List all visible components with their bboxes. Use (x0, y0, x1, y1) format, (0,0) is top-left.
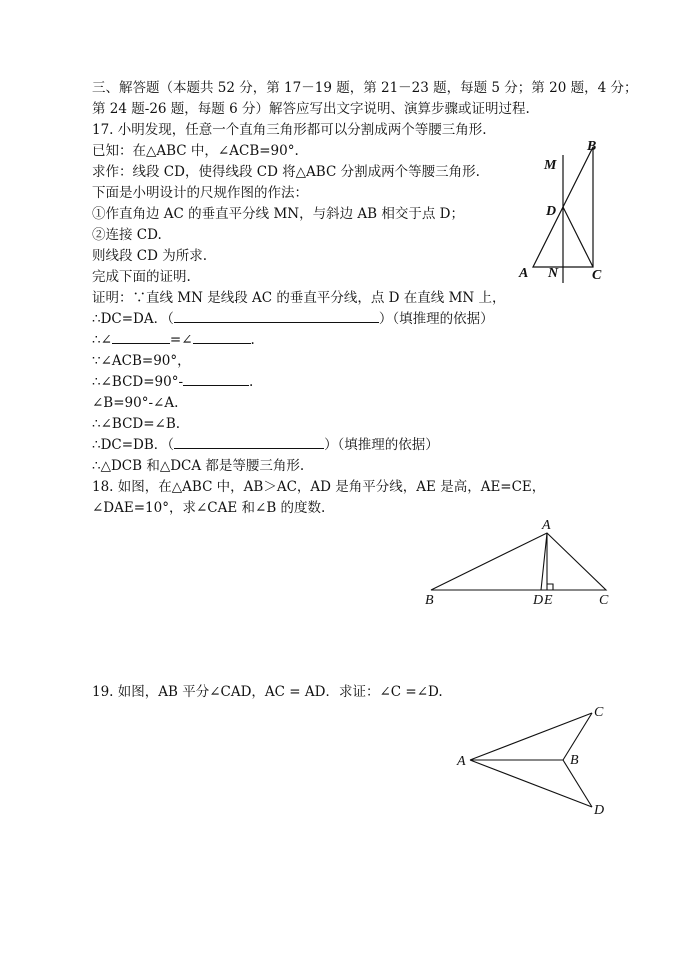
q17-proof-line-8 (92, 436, 439, 454)
q19-label-c: C (594, 705, 604, 720)
q17-label-a: A (519, 266, 529, 281)
q17-method: 下面是小明设计的尺规作图的作法： (92, 185, 308, 201)
q17-proof-line-6: ∠B=90°-∠A. (92, 395, 179, 411)
section-header-line-2: 第 24 题-26 题，每题 6 分）解答应写出文字说明、演算步骤或证明过程. (92, 101, 530, 117)
q17-proof-3-end: . (250, 332, 255, 348)
q18-line-2: ∠DAE=10°，求∠CAE 和∠B 的度数. (92, 500, 326, 516)
q18-triangle-figure (420, 515, 620, 610)
q19-label-b: B (570, 753, 579, 768)
q17-triangle-figure (510, 135, 620, 285)
q17-proof-line-5 (92, 373, 253, 391)
q17-label-c: C (592, 268, 602, 283)
q17-label-b: B (587, 139, 597, 154)
q18-label-c: C (599, 593, 609, 608)
q17-proof-line-7: ∴∠BCD=∠B. (92, 416, 181, 432)
section-header-line-1: 三、解答题（本题共 52 分，第 17－19 题，第 21－23 题，每题 5 分；第 20 题，4 分； (92, 80, 638, 96)
q18-line-1: 18. 如图，在△ABC 中，AB＞AC，AD 是角平分线，AE 是高，AE=CE， (92, 479, 546, 495)
q17-proof-line-3 (92, 331, 255, 349)
q17-proof-line-2 (92, 310, 494, 328)
q19-label-a: A (457, 754, 466, 769)
q18-label-b: B (425, 593, 434, 608)
q17-answer-blank-5[interactable] (174, 436, 324, 449)
q17-given: 已知：在△ABC 中，∠ACB=90°. (92, 143, 299, 159)
q17-answer-blank-4[interactable] (183, 373, 249, 386)
q17-result: 则线段 CD 为所求. (92, 248, 208, 264)
q17-proof-5-end: . (249, 374, 254, 390)
q18-label-e: E (544, 593, 553, 608)
q17-label-d: D (546, 204, 557, 219)
q19-label-d: D (594, 803, 605, 818)
q17-proof-line-4: ∵∠ACB=90°， (92, 353, 191, 369)
q18-label-a: A (542, 518, 551, 533)
q17-task: 求作：线段 CD，使得线段 CD 将△ABC 分割成两个等腰三角形. (92, 164, 480, 180)
q17-intro: 17. 小明发现，任意一个直角三角形都可以分割成两个等腰三角形. (92, 122, 487, 138)
q19-kite-figure (450, 700, 620, 820)
q17-proof-3-mid: =∠ (169, 332, 193, 348)
q17-proof-2-tail: ）（填推理的依据） (378, 311, 494, 327)
q17-answer-blank-1[interactable] (174, 310, 379, 323)
q17-proof-8-tail: ）（填推理的依据） (324, 437, 439, 453)
q17-step-1: ①作直角边 AC 的垂直平分线 MN，与斜边 AB 相交于点 D； (92, 206, 464, 222)
q17-proof-line-9: ∴△DCB 和△DCA 都是等腰三角形. (92, 458, 305, 474)
q17-answer-blank-2[interactable] (112, 331, 170, 344)
q17-answer-blank-3[interactable] (193, 331, 251, 344)
q18-label-d: D (533, 593, 544, 608)
q17-proof-line-1: 证明：∵直线 MN 是线段 AC 的垂直平分线，点 D 在直线 MN 上， (92, 290, 506, 306)
q17-step-2: ②连接 CD. (92, 227, 162, 243)
q17-proof-8-text: ∴DC=DB．（ (92, 437, 175, 453)
q17-proof-5-text: ∴∠BCD=90°- (92, 374, 184, 390)
q17-proof-3-text: ∴∠ (92, 332, 112, 348)
q19-line-1: 19. 如图，AB 平分∠CAD，AC = AD．求证：∠C =∠D. (92, 684, 443, 700)
q17-complete: 完成下面的证明. (92, 269, 191, 285)
q17-proof-2-text: ∴DC=DA．（ (92, 311, 174, 327)
q17-label-n: N (548, 266, 559, 281)
q17-label-m: M (544, 158, 557, 173)
